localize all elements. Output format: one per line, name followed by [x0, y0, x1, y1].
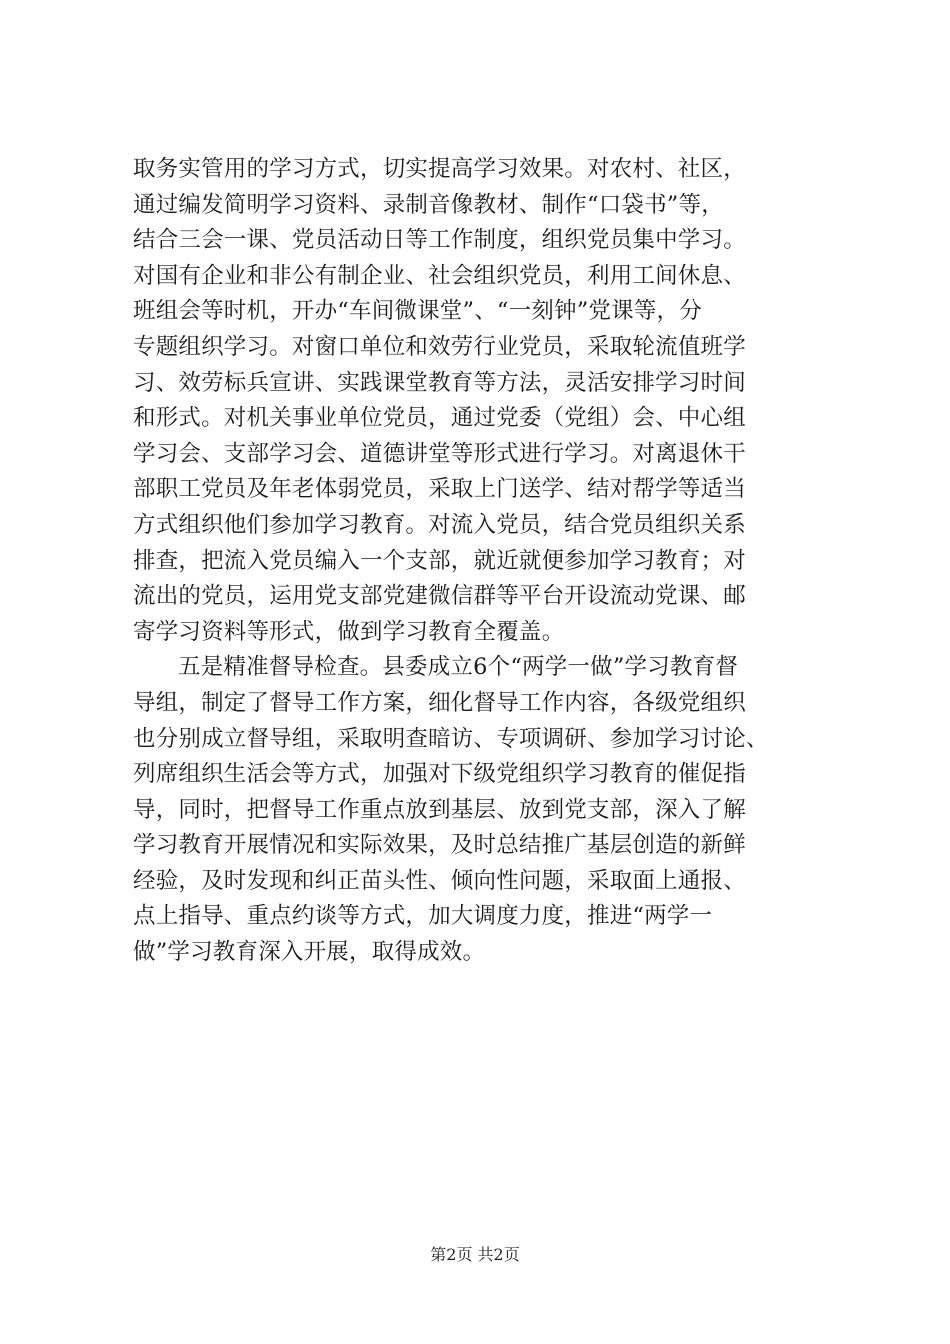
text-line: 学习教育开展情况和实际效果，及时总结推广基层创造的新鲜 — [133, 832, 746, 859]
text-line: 专题组织学习。对窗口单位和效劳行业党员，采取轮流值班学 — [133, 333, 746, 360]
text-line: 点上指导、重点约谈等方式，加大调度力度，推进“两学一 — [133, 903, 713, 930]
text-line: 寄学习资料等形式，做到学习教育全覆盖。 — [133, 618, 565, 645]
text-line: 习、效劳标兵宣讲、实践课堂教育等方法，灵活安排学习时间 — [133, 369, 746, 396]
text-line: 部职工党员及年老体弱党员，采取上门送学、结对帮学等适当 — [133, 476, 746, 503]
text-line: 结合三会一课、党员活动日等工作制度，组织党员集中学习。 — [133, 227, 746, 254]
text-line: 导，同时，把督导工作重点放到基层、放到党支部，深入了解 — [133, 796, 746, 823]
text-line: 也分别成立督导组，采取明查暗访、专项调研、参加学习讨论、 — [133, 725, 769, 752]
text-line: 班组会等时机，开办“车间微课堂”、“一刻钟”党课等，分 — [133, 298, 702, 325]
text-line: 列席组织生活会等方式，加强对下级党组织学习教育的催促指 — [133, 761, 746, 788]
text-line: 对国有企业和非公有制企业、社会组织党员，利用工间休息、 — [133, 262, 746, 289]
text-line: 和形式。对机关事业单位党员，通过党委（党组）会、中心组 — [133, 405, 746, 432]
text-line: 学习会、支部学习会、道德讲堂等形式进行学习。对离退休干 — [133, 440, 746, 467]
text-line: 排查，把流入党员编入一个支部，就近就便参加学习教育；对 — [133, 547, 746, 574]
text-line: 流出的党员，运用党支部党建微信群等平台开设流动党课、邮 — [133, 583, 746, 610]
text-line: 通过编发简明学习资料、录制音像教材、制作“口袋书”等， — [133, 191, 724, 218]
text-line: 取务实管用的学习方式，切实提高学习效果。对农村、社区， — [133, 156, 746, 182]
text-line: 导组，制定了督导工作方案，细化督导工作内容，各级党组织 — [133, 689, 746, 716]
page-number-footer: 第2页 共2页 — [430, 1245, 520, 1264]
text-line: 经验，及时发现和纠正苗头性、倾向性问题，采取面上通报、 — [133, 867, 746, 894]
text-line: 方式组织他们参加学习教育。对流入党员，结合党员组织关系 — [133, 511, 746, 538]
body-text — [133, 152, 853, 971]
paragraph-start-line: 五是精准督导检查。县委成立6个“两学一做”学习教育督 — [178, 654, 739, 681]
text-line: 做”学习教育深入开展，取得成效。 — [133, 939, 486, 966]
